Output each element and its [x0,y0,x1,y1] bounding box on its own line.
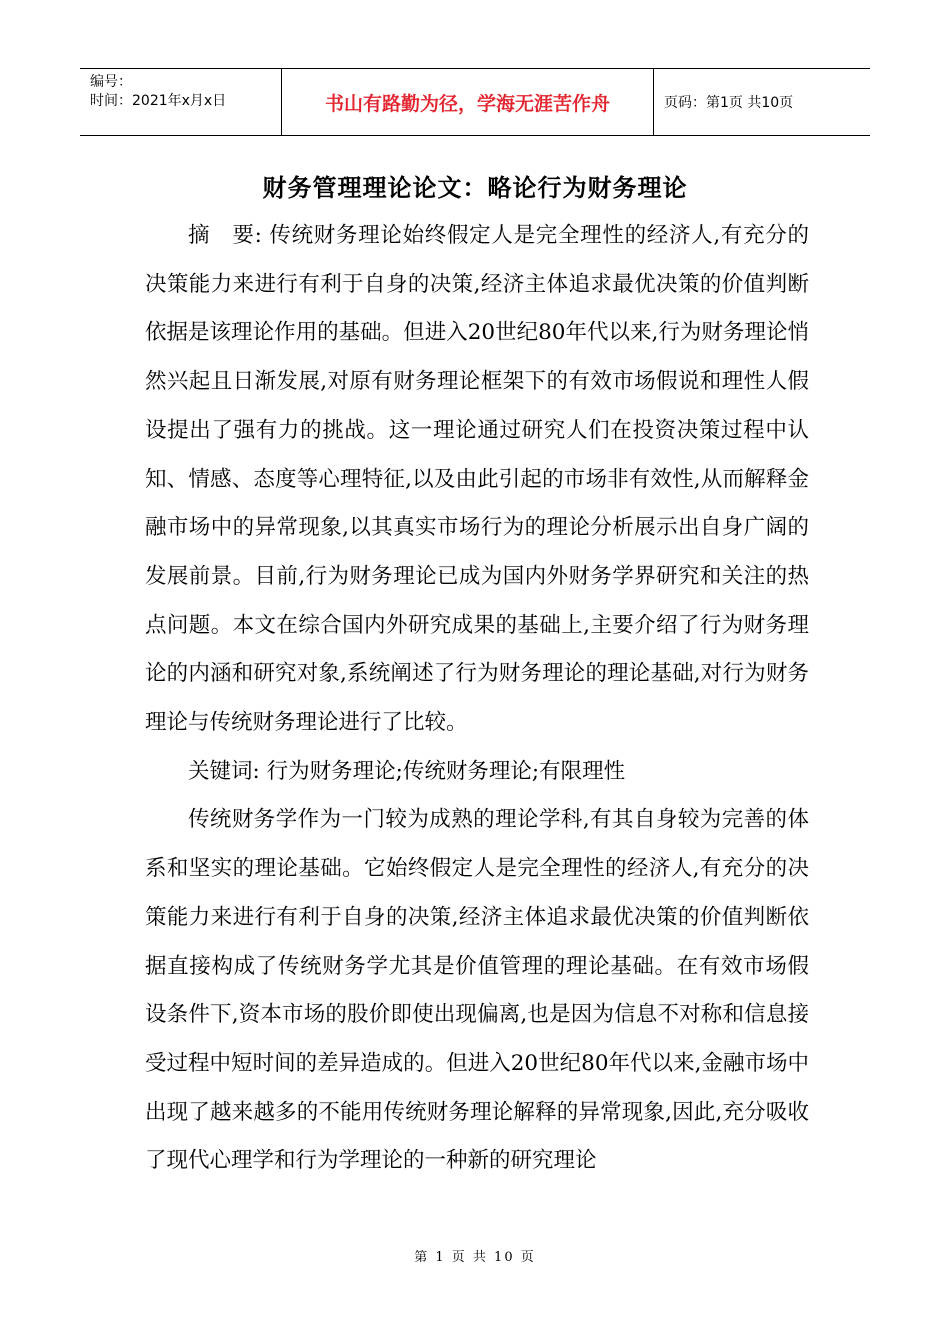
keywords-paragraph: 关键词: 行为财务理论;传统财务理论;有限理性 [188,758,626,784]
header-page-info [654,69,870,135]
header-motto [282,69,654,135]
abstract-paragraph: 摘 要: 传统财务理论始终假定人是完全理性的经济人,有充分的决策能力来进行有利于自身的决策,经济主体追求最优决策的价值判断依据是该理论作用的基础。但进入20世纪80年代以来,行为财务理论悄然兴起且日渐发展,对原有财务理论框架下的有效市场假说和理性人假设提出了强有力的挑战。这一理论通过研究人们在投资决策过程中认知、情感、态度等心理特征,以及由此引起的市场非有效性,从而解释金融市场中的异常现象,以其真实市场行为的理论分析展示出自身广阔的发展前景。目前,行为财务理论已成为国内外财务学界研究和关注的热点问题。本文在综合国内外研究成果的基础上,主要介绍了行为财务理论的内涵和研究对象,系统阐述了行为财务理论的理论基础,对行为财务理论与传统财务理论进行了比较。 [145,223,809,736]
page-info-text: 页码：第1页 共10页 [664,95,794,111]
document-date-label: 时间：2021年x月x日 [90,93,227,109]
document-body [145,212,809,1186]
motto-text: 书山有路勤为径，学海无涯苦作舟 [324,92,610,115]
header-meta [80,69,282,135]
document-number-label: 编号： [90,74,132,90]
document-header [80,68,870,136]
body-paragraph: 传统财务学作为一门较为成熟的理论学科,有其自身较为完善的体系和坚实的理论基础。它始终假定人是完全理性的经济人,有充分的决策能力来进行有利于自身的决策,经济主体追求最优决策的价值判断依据直接构成了传统财务学尤其是价值管理的理论基础。在有效市场假设条件下,资本市场的股价即使出现偏离,也是因为信息不对称和信息接受过程中短时间的差异造成的。但进入20世纪80年代以来,金融市场中出现了越来越多的不能用传统财务理论解释的异常现象,因此,充分吸收了现代心理学和行为学理论的一种新的研究理论 [145,807,809,1174]
document-title: 财务管理理论论文：略论行为财务理论 [262,174,688,202]
page-footer: 第 1 页 共 10 页 [414,1250,536,1265]
